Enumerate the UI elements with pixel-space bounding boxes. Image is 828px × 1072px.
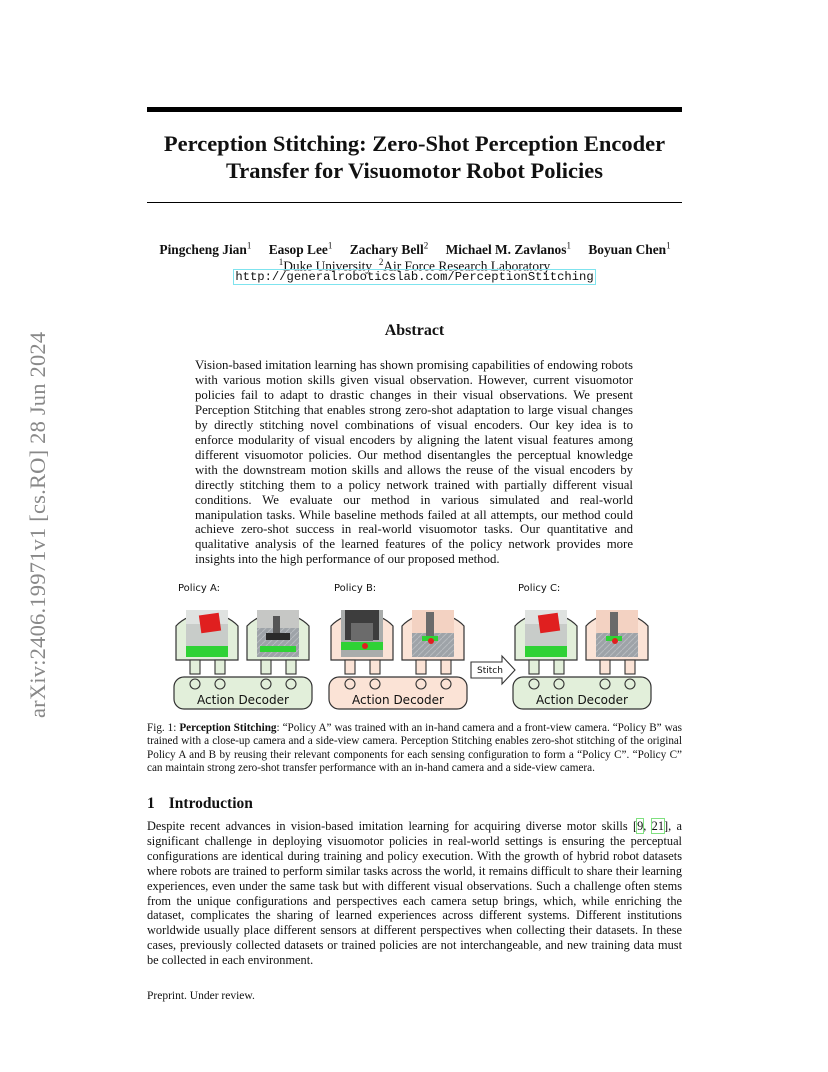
affiliations: $^1$Duke University $^2$Air Force Research Laboratory [278,257,551,274]
author: Pingcheng Jian$^1$ [159,241,252,258]
policy-a-decoder-label: Action Decoder [197,693,289,707]
title-top-rule [147,107,682,112]
stitch-arrow [471,656,515,684]
policy-c-encoders [515,610,648,660]
figure-caption: Fig. 1: Perception Stitching: “Policy A” was trained with an in-hand camera and a front-view camera. “Policy B” was trained with a close-up camera and a side-view camera. Perception Stitching enables zero-shot stitching of the original Policy A and B by reusing their relevant components for each sensing configuration to form a “Policy C”. “Policy C” can maintain strong zero-shot transfer performance with an in-hand camera and a side-view camera. [147,722,682,775]
policy-c-decoder-label: Action Decoder [536,693,628,707]
title-bottom-rule [147,202,682,203]
author: Easop Lee$^1$ [268,241,333,258]
arxiv-identifier: arXiv:2406.19971v1 [cs.RO] 28 Jun 2024 [25,331,50,719]
figure-1 [160,578,670,713]
policy-c-label: Policy C: [518,583,561,594]
footer-note: Preprint. Under review. [147,990,255,1002]
author: Boyuan Chen$^1$ [588,241,671,258]
abstract-body: Vision-based imitation learning has shown promising capabilities of endowing robots with various motion skills given visual observation. However, current visuomotor policies fail to adapt to drastic changes in their visual observations. We present Perception Stitching that enables strong zero-shot adaptation to large visual changes by directly stitching novel combinations of visual encoders. Our key idea is to enforce modularity of visual encoders by aligning the latent visual features among different visuomotor policies. Our method disentangles the perceptual knowledge with the downstream motion skills and allows the reuse of the visual encoders by directly stitching them to a policy network trained with partially different visual conditions. We evaluate our method in various simulated and real-world manipulation tasks. While baseline methods failed at all attempts, our method could achieve zero-shot success in real-world visuomotor tasks. Our quantitative and qualitative analysis of the learned features of the policy network provides more insights into the high performance of our proposed method. [195,358,633,567]
paper-title: Perception Stitching: Zero-Shot Perception Encoder Transfer for Visuomotor Robot Policies [163,131,666,183]
policy-b-label: Policy B: [334,583,377,594]
citation-link[interactable]: 9 [637,819,644,833]
policy-b-decoder-label: Action Decoder [352,693,444,707]
section-heading: 1 Introduction [147,795,253,812]
policy-a-connectors [190,660,296,674]
author: Zachary Bell$^2$ [349,241,429,258]
author: Michael M. Zavlanos$^1$ [445,241,571,258]
policy-a-label: Policy A: [178,583,220,594]
policy-b-encoders [331,610,464,660]
introduction-paragraph: Despite recent advances in vision-based imitation learning for acquiring diverse motor skills [9, 21], a significant challenge in deploying visuomotor policies in real-world settings is ensuring the perceptual configurations are identical during training and policy execution. With the growth of hybrid robot datasets where robots are trained to perform similar tasks across the world, it remains difficult to share their learning experiences, even under the same task but with different visual observations. Such a challenge often stems from the unique configurations and perspectives each camera setup brings, which, while enriching the dataset, complicates the sharing of learned experiences across different systems. Different institutions worldwide usually place different sensors at different perspectives when collecting their datasets. In these cases, previously collected datasets or trained policies are not interchangeable, and new training data must be collected in each environment. [147,819,682,968]
citation-link[interactable]: 21 [651,819,664,833]
abstract-heading: Abstract [384,322,445,339]
stitch-label: Stitch [477,666,503,676]
policy-a-encoders [176,610,309,660]
project-url[interactable]: http://generalroboticslab.com/PerceptionStitching [235,270,594,284]
